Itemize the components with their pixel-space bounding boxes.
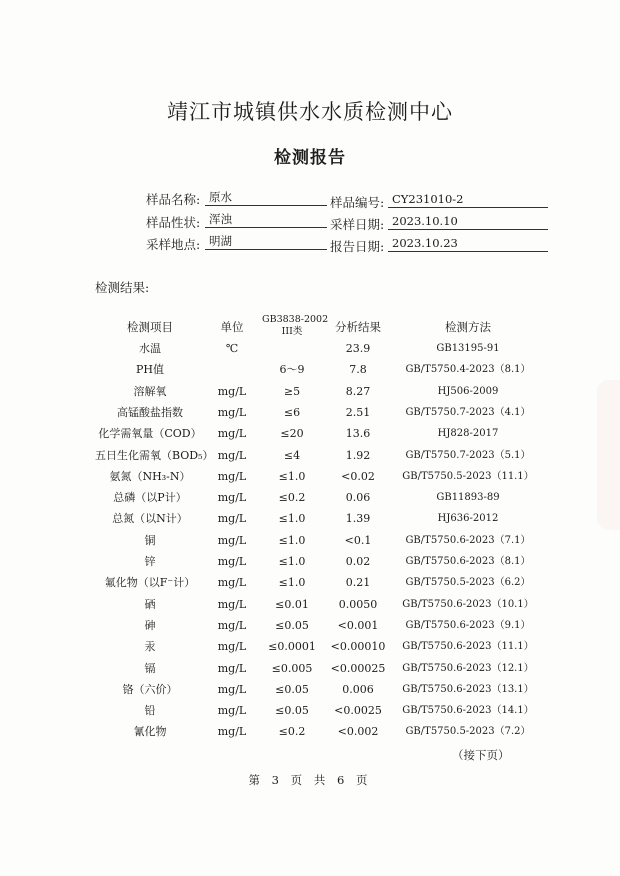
cell-method: GB/T5750.6-2023（7.1） bbox=[405, 535, 531, 546]
cell-standard: ≤20 bbox=[280, 427, 304, 440]
cell-unit: mg/L bbox=[217, 406, 247, 419]
cell-result: <0.00025 bbox=[330, 662, 386, 675]
cell-unit: mg/L bbox=[217, 704, 247, 717]
cell-result: <0.002 bbox=[337, 725, 379, 738]
sampling-location-value: 明湖 bbox=[205, 233, 327, 250]
cell-item: 铅 bbox=[144, 704, 156, 717]
sample-number-label: 样品编号: bbox=[330, 195, 385, 210]
cell-unit: mg/L bbox=[217, 449, 247, 462]
cell-method: GB/T5750.4-2023（8.1） bbox=[405, 364, 531, 375]
cell-item: 溶解氧 bbox=[133, 385, 167, 398]
cell-unit: mg/L bbox=[217, 598, 247, 611]
report-date-label: 报告日期: bbox=[330, 239, 385, 254]
cell-item: 总磷（以P计） bbox=[113, 491, 187, 504]
cell-standard: ≤0.05 bbox=[275, 683, 309, 696]
results-heading: 检测结果: bbox=[95, 280, 150, 295]
cell-method: GB/T5750.6-2023（13.1） bbox=[402, 684, 534, 695]
cell-item: 铜 bbox=[144, 534, 156, 547]
sampling-location-label: 采样地点: bbox=[146, 237, 201, 252]
header-result: 分析结果 bbox=[335, 320, 381, 334]
cell-result: <0.001 bbox=[337, 619, 379, 632]
cell-method: GB/T5750.5-2023（7.2） bbox=[405, 726, 531, 737]
cell-item: 镉 bbox=[144, 662, 156, 675]
sample-number-value: CY231010-2 bbox=[388, 191, 548, 208]
cell-item: 氟化物（以F⁻计） bbox=[104, 576, 196, 589]
header-standard-line2: III类 bbox=[281, 326, 303, 337]
sample-name-label: 样品名称: bbox=[146, 192, 201, 207]
cell-method: HJ828-2017 bbox=[437, 428, 499, 439]
cell-item: 氰化物 bbox=[133, 725, 167, 738]
cell-standard: ≤0.2 bbox=[278, 491, 306, 504]
cell-unit: mg/L bbox=[217, 662, 247, 675]
sample-property-label: 样品性状: bbox=[146, 215, 201, 230]
cell-method: GB/T5750.7-2023（4.1） bbox=[405, 407, 531, 418]
sampling-date-value: 2023.10.10 bbox=[388, 213, 548, 230]
cell-unit: mg/L bbox=[217, 534, 247, 547]
sampling-date-label: 采样日期: bbox=[330, 217, 385, 232]
cell-standard: ≤0.05 bbox=[275, 619, 309, 632]
cell-result: 0.02 bbox=[345, 555, 371, 568]
cell-unit: ℃ bbox=[225, 342, 239, 355]
cell-method: GB/T5750.6-2023（12.1） bbox=[402, 663, 534, 674]
cell-unit: mg/L bbox=[217, 470, 247, 483]
sample-property-value: 浑浊 bbox=[205, 211, 327, 228]
cell-result: <0.02 bbox=[341, 470, 375, 483]
cell-standard: ≤1.0 bbox=[278, 470, 306, 483]
cell-item: 氨氮（NH₃-N） bbox=[109, 470, 191, 483]
cell-result: 13.6 bbox=[345, 427, 371, 440]
cell-method: GB13195-91 bbox=[436, 343, 500, 354]
cell-standard: ≤1.0 bbox=[278, 555, 306, 568]
cell-item: 水温 bbox=[139, 342, 161, 355]
cell-item: 锌 bbox=[144, 555, 156, 568]
cell-method: GB/T5750.6-2023（8.1） bbox=[405, 556, 531, 567]
cell-method: HJ636-2012 bbox=[437, 513, 499, 524]
cell-result: 1.92 bbox=[345, 449, 371, 462]
cell-standard: 6～9 bbox=[279, 363, 305, 376]
cell-result: 0.06 bbox=[345, 491, 371, 504]
cell-standard: ≤0.05 bbox=[275, 704, 309, 717]
cell-item: 总氮（以N计） bbox=[112, 512, 188, 525]
cell-unit: mg/L bbox=[217, 427, 247, 440]
header-item: 检测项目 bbox=[127, 320, 173, 334]
report-date-value: 2023.10.23 bbox=[388, 235, 548, 252]
cell-unit: mg/L bbox=[217, 619, 247, 632]
cell-item: PH值 bbox=[136, 363, 164, 376]
cell-standard: ≤1.0 bbox=[278, 534, 306, 547]
cell-unit: mg/L bbox=[217, 512, 247, 525]
cell-result: 0.21 bbox=[345, 576, 371, 589]
cell-result: <0.00010 bbox=[330, 640, 386, 653]
header-unit: 单位 bbox=[220, 320, 244, 334]
cell-method: GB/T5750.6-2023（14.1） bbox=[402, 705, 534, 716]
cell-method: HJ506-2009 bbox=[437, 386, 499, 397]
cell-standard: ≤1.0 bbox=[278, 576, 306, 589]
cell-method: GB11893-89 bbox=[436, 492, 500, 503]
cell-unit: mg/L bbox=[217, 640, 247, 653]
cell-result: 0.006 bbox=[342, 683, 374, 696]
cell-result: 2.51 bbox=[345, 406, 371, 419]
cell-standard: ≤1.0 bbox=[278, 512, 306, 525]
cell-standard: ≤0.01 bbox=[275, 598, 309, 611]
cell-result: 8.27 bbox=[345, 385, 371, 398]
cell-item: 砷 bbox=[144, 619, 156, 632]
cell-unit: mg/L bbox=[217, 683, 247, 696]
cell-method: GB/T5750.6-2023（9.1） bbox=[405, 620, 531, 631]
cell-method: GB/T5750.7-2023（5.1） bbox=[405, 450, 531, 461]
cell-unit: mg/L bbox=[217, 555, 247, 568]
cell-method: GB/T5750.5-2023（6.2） bbox=[405, 577, 531, 588]
page-number: 第 3 页 共 6 页 bbox=[248, 773, 372, 787]
cell-item: 五日生化需氧（BOD₅） bbox=[95, 449, 214, 462]
cell-item: 化学需氧量（COD） bbox=[98, 427, 202, 440]
cell-unit: mg/L bbox=[217, 576, 247, 589]
header-standard-line1: GB3838-2002 bbox=[262, 314, 329, 325]
cell-unit: mg/L bbox=[217, 491, 247, 504]
cell-standard: ≥5 bbox=[283, 385, 301, 398]
cell-result: 7.8 bbox=[349, 363, 367, 376]
cell-method: GB/T5750.6-2023（11.1） bbox=[402, 641, 534, 652]
cell-standard: ≤0.2 bbox=[278, 725, 306, 738]
cell-result: <0.1 bbox=[344, 534, 372, 547]
organization-title: 靖江市城镇供水水质检测中心 bbox=[167, 100, 453, 124]
cell-method: GB/T5750.6-2023（10.1） bbox=[402, 599, 534, 610]
cell-item: 高锰酸盐指数 bbox=[117, 406, 183, 419]
cell-result: 1.39 bbox=[345, 512, 371, 525]
cell-standard: ≤6 bbox=[283, 406, 301, 419]
cell-method: GB/T5750.5-2023（11.1） bbox=[402, 471, 534, 482]
cell-standard: ≤0.005 bbox=[271, 662, 313, 675]
cell-result: 0.0050 bbox=[338, 598, 378, 611]
cell-standard: ≤0.0001 bbox=[268, 640, 316, 653]
sample-name-value: 原水 bbox=[205, 189, 327, 206]
cell-result: 23.9 bbox=[345, 342, 371, 355]
seal-stamp-edge bbox=[597, 380, 620, 530]
cell-item: 铬（六价） bbox=[122, 683, 178, 696]
document-title: 检测报告 bbox=[274, 148, 346, 168]
cell-item: 汞 bbox=[144, 640, 156, 653]
cell-item: 硒 bbox=[144, 598, 156, 611]
cell-result: <0.0025 bbox=[334, 704, 382, 717]
cell-unit: mg/L bbox=[217, 385, 247, 398]
continue-note: （接下页） bbox=[452, 748, 510, 762]
cell-unit: mg/L bbox=[217, 725, 247, 738]
cell-standard: ≤4 bbox=[283, 449, 301, 462]
header-method: 检测方法 bbox=[445, 320, 491, 334]
